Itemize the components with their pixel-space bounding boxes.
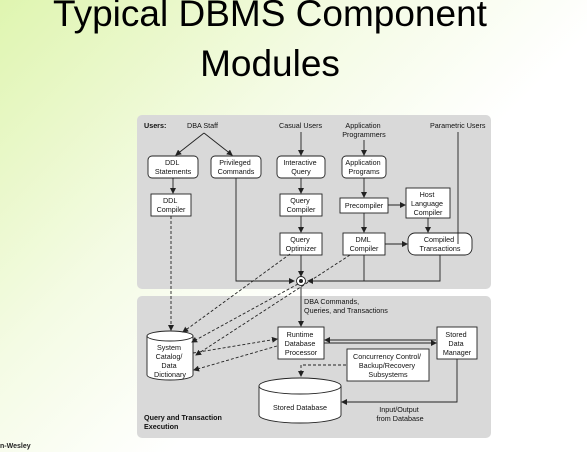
system-catalog-cylinder-top [147, 331, 193, 341]
query-execution-label: Query and Transaction Execution [144, 413, 222, 431]
ddl-compiler-text: DDL Compiler [156, 196, 186, 214]
junction-node-center [299, 279, 303, 283]
publisher-footer: n-Wesley [0, 443, 31, 450]
stored-database-text: Stored Database [273, 403, 327, 412]
concurrency-control-text: Concurrency Control/ Backup/Recovery Subsystems [353, 352, 421, 379]
slide-title-line1: Typical DBMS Component [53, 0, 487, 34]
casual-users-label: Casual Users [279, 121, 323, 130]
stored-database-cylinder-top [259, 378, 341, 394]
query-compiler-text: Query Compiler [286, 196, 316, 214]
ddl-statements-text: DDL Statements [154, 158, 192, 176]
users-label: Users: [144, 121, 167, 130]
io-label: Input/Output from Database [376, 405, 424, 423]
slide-title-line2: Modules [200, 43, 340, 84]
application-programs-text: Application Programs [345, 158, 381, 176]
system-catalog-text: System Catalog/ Data Dictionary [154, 343, 186, 379]
precompiler-text: Precompiler [344, 201, 384, 210]
interactive-query-text: Interactive Query [283, 158, 317, 176]
privileged-commands-text: Privileged Commands [217, 158, 255, 176]
compiled-transactions-text: Compiled Transactions [419, 235, 461, 253]
parametric-users-label: Parametric Users [430, 121, 486, 130]
dba-staff-label: DBA Staff [187, 121, 219, 130]
query-optimizer-text: Query Optimizer [285, 235, 317, 253]
stored-data-manager-text: Stored Data Manager [442, 330, 472, 357]
dba-commands-note: DBA Commands, Queries, and Transactions [304, 297, 388, 315]
application-programmers-label: Application Programmers [342, 121, 386, 139]
dml-compiler-text: DML Compiler [349, 235, 379, 253]
host-language-compiler-text: Host Language Compiler [411, 190, 443, 217]
runtime-processor-text: Runtime Database Processor [284, 330, 318, 357]
